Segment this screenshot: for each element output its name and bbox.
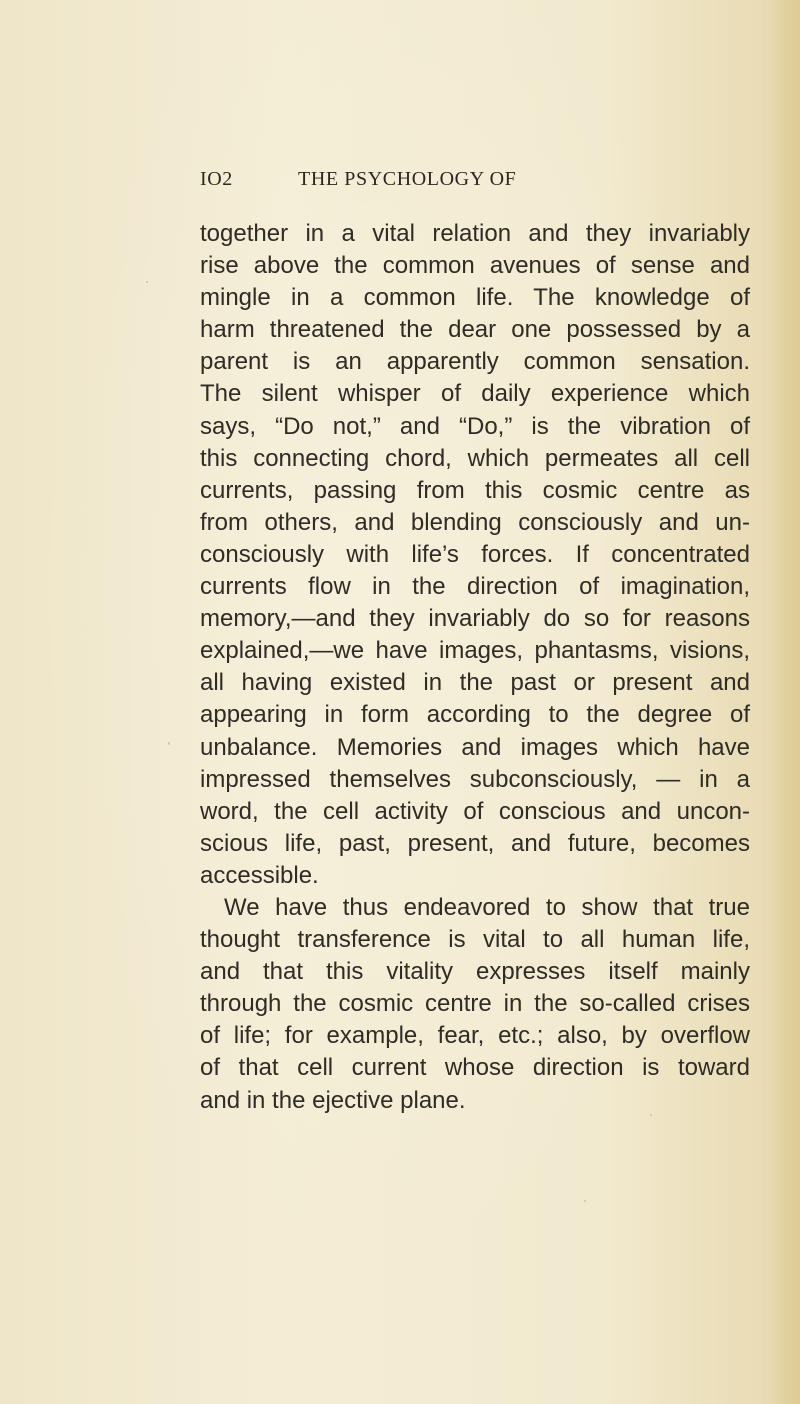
text-line: word, the cell activity of conscious and uncon- — [200, 797, 750, 825]
text-line: explained,—we have images, phantasms, visions, — [200, 637, 750, 665]
text-line: consciously with life’s forces. If concentrated — [200, 540, 750, 568]
text-line: together in a vital relation and they invariably — [200, 220, 750, 247]
text-line: memory,—and they invariably do so for reasons — [200, 605, 750, 633]
text-line: currents, passing from this cosmic centre as — [200, 476, 750, 504]
text-line: unbalance. Memories and images which have — [200, 733, 750, 761]
text-line: currents flow in the direction of imagination, — [200, 573, 750, 601]
text-line: this connecting chord, which permeates all cell — [200, 444, 750, 472]
text-line: through the cosmic centre in the so-called crises — [200, 990, 750, 1018]
text-line: rise above the common avenues of sense and — [200, 252, 750, 280]
text-line: scious life, past, present, and future, becomes — [200, 829, 750, 857]
text-line: says, “Do not,” and “Do,” is the vibration of — [200, 412, 750, 440]
paper-speck — [650, 1114, 652, 1116]
text-line: of that cell current whose direction is toward — [200, 1054, 750, 1082]
text-line: The silent whisper of daily experience which — [200, 380, 750, 408]
paper-speck — [584, 1200, 586, 1202]
text-line: all having existed in the past or present and — [200, 669, 750, 697]
running-head — [200, 168, 620, 192]
text-line: We have thus endeavored to show that true — [224, 893, 750, 921]
text-line: from others, and blending consciously and un- — [200, 508, 750, 536]
running-title: THE PSYCHOLOGY OF — [298, 168, 517, 190]
text-line: impressed themselves subconsciously, — in a — [200, 765, 750, 793]
text-line: and that this vitality expresses itself mainly — [200, 958, 750, 986]
text-line: and in the ejective plane. — [200, 1086, 466, 1114]
page-edge-shadow — [772, 0, 800, 1404]
text-line: appearing in form according to the degree of — [200, 701, 750, 729]
text-line: accessible. — [200, 861, 319, 889]
text-line: of life; for example, fear, etc.; also, by overflow — [200, 1022, 750, 1050]
text-line: thought transference is vital to all human life, — [200, 926, 750, 954]
body-text — [200, 218, 750, 1117]
paper-speck — [168, 742, 170, 745]
text-line: parent is an apparently common sensation. — [200, 348, 750, 376]
text-line: mingle in a common life. The knowledge of — [200, 284, 750, 312]
paper-speck — [146, 281, 148, 283]
text-line: harm threatened the dear one possessed by a — [200, 316, 750, 344]
page-number: IO2 — [200, 168, 233, 190]
